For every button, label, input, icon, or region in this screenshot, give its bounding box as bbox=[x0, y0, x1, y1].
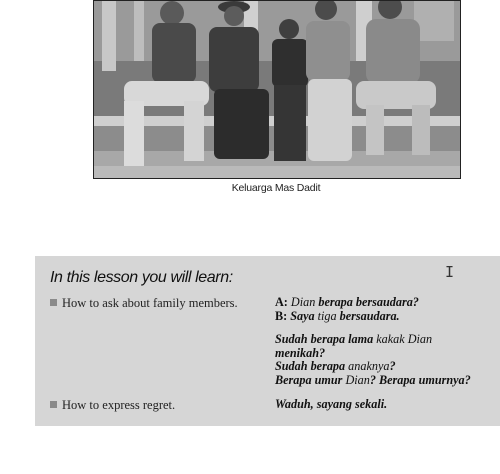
text-cursor-icon: I bbox=[445, 263, 455, 281]
example-segment: B: bbox=[275, 308, 291, 323]
example-segment: Berapa umur bbox=[275, 372, 346, 387]
example-segment: Sudah berapa bbox=[275, 359, 349, 373]
example-segment: anaknya bbox=[348, 359, 390, 373]
lesson-title: In this lesson you will learn: bbox=[50, 269, 233, 286]
photo-caption: Keluarga Mas Dadit bbox=[231, 182, 321, 194]
lesson-panel bbox=[35, 256, 500, 426]
example-segment: tiga bbox=[317, 308, 340, 323]
example-line bbox=[275, 347, 471, 361]
objective-1-examples bbox=[275, 296, 471, 387]
example-segment: Dian bbox=[345, 372, 370, 387]
example-segment: ? bbox=[389, 359, 396, 373]
objective-1 bbox=[50, 296, 238, 311]
example-segment: ? Berapa umurnya? bbox=[369, 372, 471, 387]
example-line bbox=[275, 398, 387, 412]
objective-2 bbox=[50, 398, 175, 413]
example-segment: Waduh, sayang sekali. bbox=[275, 397, 388, 411]
objective-2-text: How to express regret. bbox=[62, 398, 176, 412]
example-line bbox=[275, 296, 471, 310]
example-line bbox=[275, 360, 471, 374]
example-segment: kakak Dian bbox=[376, 332, 433, 346]
example-line bbox=[275, 333, 471, 347]
example-segment: Saya bbox=[290, 308, 318, 323]
example-segment: menikah? bbox=[275, 345, 326, 360]
example-segment: Sudah berapa lama bbox=[275, 332, 377, 346]
example-segment: bersaudara. bbox=[339, 308, 400, 323]
example-line bbox=[275, 310, 471, 324]
objective-2-examples bbox=[275, 398, 387, 412]
example-line bbox=[275, 374, 471, 388]
example-segment: A: bbox=[275, 295, 291, 309]
objective-1-text: How to ask about family members. bbox=[62, 296, 238, 310]
family-photo bbox=[93, 0, 461, 179]
bullet-square-icon bbox=[50, 401, 57, 408]
bullet-square-icon bbox=[50, 299, 57, 306]
example-segment: Dian bbox=[290, 295, 319, 309]
example-segment: berapa bersaudara? bbox=[318, 295, 419, 309]
